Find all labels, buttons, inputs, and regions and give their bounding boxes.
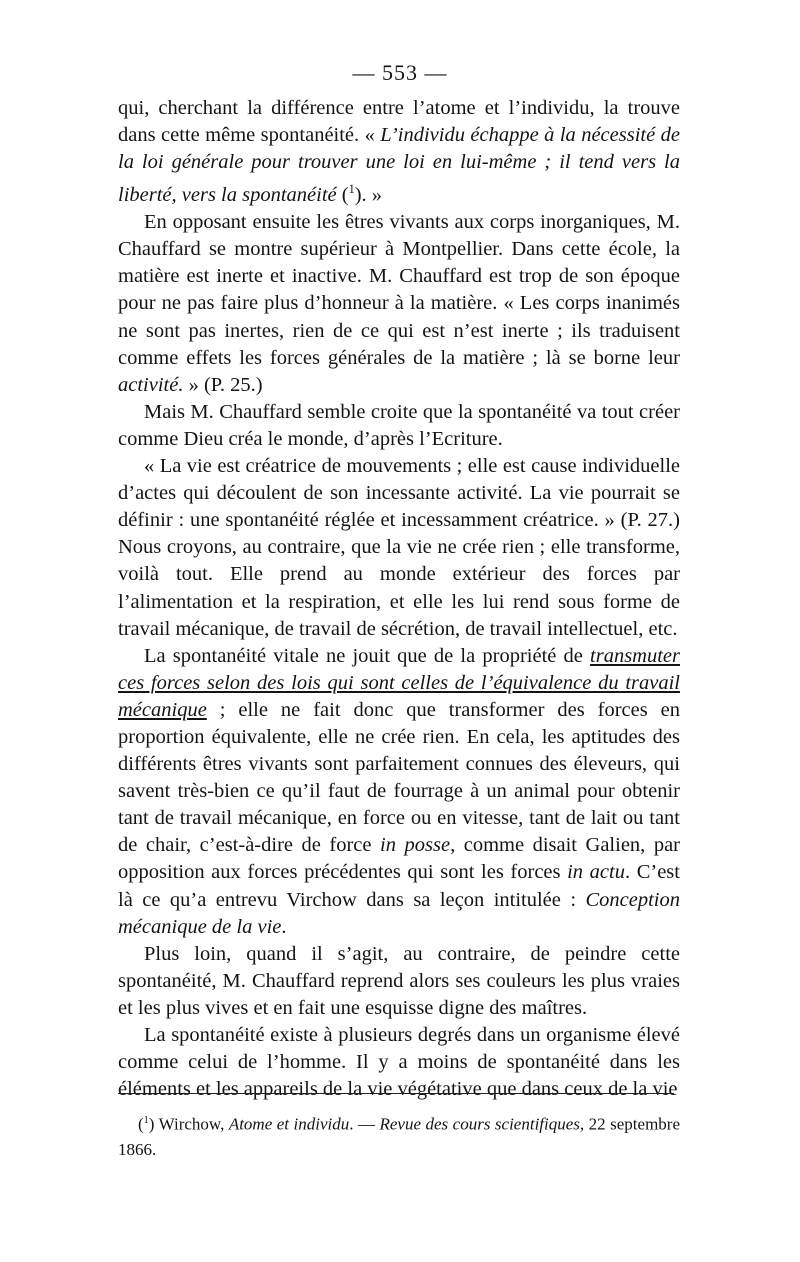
text-run: Mais M. Chauffard semble croite que la spontanéité va tout créer comme Dieu créa le monde, d’après l’Ecriture. xyxy=(118,400,680,450)
body-text xyxy=(118,95,680,1103)
text-run: « La vie est créatrice de mouvements ; elle est cause individuelle d’actes qui découlent de son incessante activité. La vie pourrait se définir : une spontanéité réglée et incessamment créatrice. » (P. 27.) Nous croyons, au contraire, que la vie ne crée rien ; elle transforme, voilà tout. Elle prend au monde extérieur des forces par l’alimentation et la respiration, et elle les lui rend sous forme de travail mécanique, de travail de sécrétion, de travail intellectuel, etc. xyxy=(118,455,680,640)
italic-text: in posse xyxy=(380,834,451,857)
italic-text: Revue des cours scientifiques xyxy=(379,1114,580,1134)
text-run: . — xyxy=(349,1114,380,1134)
footnote-marker: 1 xyxy=(348,182,355,197)
italic-text: Conception mécanique de la vie xyxy=(118,888,680,938)
text-run: » (P. 25.) xyxy=(183,373,263,396)
italic-text: in actu xyxy=(567,861,625,884)
text-run: La spontanéité vitale ne jouit que de la propriété de xyxy=(144,644,591,667)
text-run: ( xyxy=(138,1114,144,1134)
text-run: ( xyxy=(336,184,349,207)
italic-text: transmuter ces forces selon des lois qui sont celles de l’équivalence du travail mécanique xyxy=(118,644,680,721)
text-run: ). » xyxy=(354,184,383,207)
paragraph-p4 xyxy=(118,453,680,643)
text-run: . xyxy=(281,915,287,938)
text-run: . C’est là ce qu’a entrevu Virchow dans sa leçon intitulée : xyxy=(118,861,680,911)
italic-text: Atome et individu xyxy=(228,1114,350,1134)
text-run: En opposant ensuite les êtres vivants aux corps inorganiques, M. Chauffard se montre supérieur à Montpellier. Dans cette école, la matière est inerte et inactive. M. Chauffard est trop de son époque pour ne pas faire plus d’honneur à la matière. « Les corps inanimés ne sont pas inertes, rien de ce qui est n’est inerte ; ils traduisent comme effets les forces générales de la matière ; là se borne leur xyxy=(118,211,680,369)
paragraph-p3 xyxy=(118,399,680,453)
text-run: qui, cherchant la différence entre l’atome et l’individu, la trouve dans cette même spontanéité. « xyxy=(118,97,680,147)
text-run: ; elle ne fait donc que transformer des forces en proportion équivalente, elle ne crée rien. En cela, les aptitudes des différents êtres vivants sont parfaitement connues des éleveurs, qui savent très-bien ce qu’il faut de fourrage à un animal pour obtenir tant de travail mécanique, en force ou en vitesse, tant de lait ou tant de chair, c’est-à-dire de force xyxy=(118,698,680,857)
text-run: Plus loin, quand il s’agit, au contraire, de peindre cette spontanéité, M. Chauffard reprend alors ses couleurs les plus vraies et les plus vives et en fait une esquisse digne des maîtres. xyxy=(118,942,680,1019)
text-run: ) Wirchow, xyxy=(148,1114,229,1134)
text-run: La spontanéité existe à plusieurs degrés dans un organisme élevé comme celui de l’homme. Il y a moins de spontanéité dans les éléments et les appareils de la vie végétative que dans ceux de la vie xyxy=(118,1024,680,1101)
footnote xyxy=(118,1108,680,1162)
footnote-text xyxy=(118,1108,680,1162)
paragraph-p5 xyxy=(118,643,680,941)
italic-text: activité. xyxy=(118,373,184,396)
paragraph-p1 xyxy=(118,95,680,209)
text-run: , 22 septembre 1866. xyxy=(118,1114,681,1159)
page-number: — 553 — xyxy=(352,60,448,85)
text-run: , comme disait Galien, par opposition aux forces précédentes qui sont les forces xyxy=(118,834,680,884)
paragraph-p2 xyxy=(118,209,680,399)
italic-text: L’individu échappe à la nécessité de la loi générale pour trouver une loi en lui-même ; il tend vers la liberté, vers la spontanéité xyxy=(118,124,680,207)
footnote-rule xyxy=(118,1093,674,1094)
footnote-marker: 1 xyxy=(143,1115,149,1126)
paragraph-p7 xyxy=(118,1022,680,1103)
paragraph-p6 xyxy=(118,941,680,1022)
